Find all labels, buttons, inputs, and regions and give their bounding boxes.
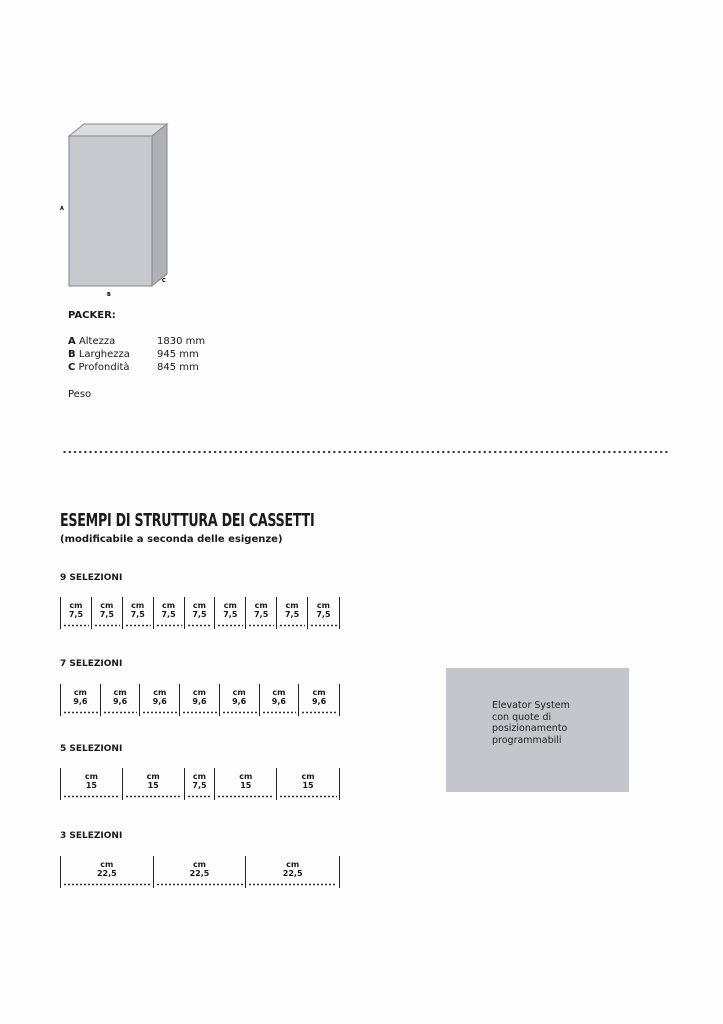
drawer-unit: cm <box>285 601 299 610</box>
spec-value: 845 mm <box>157 362 199 373</box>
drawer-unit: cm <box>192 601 206 610</box>
drawer-dotted-base <box>63 795 120 798</box>
drawer-height-value: 7,5 <box>284 610 300 619</box>
drawer-unit: cm <box>100 860 114 869</box>
drawer-cell <box>123 597 154 629</box>
drawer-height-value: 9,6 <box>112 697 128 706</box>
peso-label: Peso <box>68 389 92 400</box>
elevator-line: con quote di <box>492 711 552 723</box>
drawer-cell <box>101 684 141 716</box>
drawer-height-value: 7,5 <box>130 610 145 619</box>
drawer-cell <box>61 856 154 888</box>
drawer-cell <box>220 684 260 716</box>
drawer-unit: cm <box>254 601 268 610</box>
drawer-dotted-base <box>279 624 305 627</box>
drawer-row <box>60 856 340 888</box>
spec-label: Larghezza <box>78 349 130 360</box>
spec-row-profondita <box>68 362 199 373</box>
spec-label: Altezza <box>78 336 116 347</box>
drawer-cell <box>246 597 277 629</box>
drawer-row <box>60 768 340 800</box>
drawer-cell <box>140 684 180 716</box>
drawer-unit: cm <box>146 772 160 781</box>
drawer-unit: cm <box>192 860 207 869</box>
spec-key: A <box>68 336 76 347</box>
drawer-dotted-base <box>103 711 138 714</box>
drawer-row <box>60 597 340 629</box>
drawer-dotted-base <box>217 795 274 798</box>
drawer-cell <box>277 597 308 629</box>
drawer-height-value: 22,5 <box>189 869 210 878</box>
drawer-height-value: 15 <box>147 781 159 790</box>
drawer-unit: cm <box>69 601 83 610</box>
drawer-dotted-base <box>310 624 337 627</box>
drawer-height-value: 22,5 <box>96 869 117 878</box>
drawer-unit: cm <box>131 601 145 610</box>
drawer-height-value: 7,5 <box>316 610 331 619</box>
drawer-height-value: 7,5 <box>223 610 238 619</box>
selection-label: 5 SELEZIONI <box>60 744 123 754</box>
spec-value: 945 mm <box>157 349 199 360</box>
spec-row-altezza <box>68 336 206 347</box>
drawer-height-value: 9,6 <box>73 697 88 706</box>
drawer-dotted-base <box>279 795 337 798</box>
drawer-height-value: 9,6 <box>271 697 286 706</box>
packer-title: PACKER: <box>68 310 116 321</box>
spec-value: 1830 mm <box>157 336 206 347</box>
drawer-cell <box>123 768 185 800</box>
drawer-dotted-base <box>156 624 182 627</box>
drawer-unit: cm <box>316 601 330 610</box>
drawer-height-value: 9,6 <box>152 697 167 706</box>
drawer-dotted-base <box>187 624 213 627</box>
drawer-row <box>60 684 340 716</box>
drawer-dotted-base <box>156 883 244 886</box>
elevator-system-box <box>446 668 629 792</box>
drawer-dotted-base <box>142 711 177 714</box>
cabinet-side-face <box>152 124 167 286</box>
drawer-cell <box>260 684 300 716</box>
elevator-line: programmabili <box>492 734 562 746</box>
drawer-height-value: 7,5 <box>68 610 84 619</box>
drawer-dotted-base <box>262 711 297 714</box>
drawer-dotted-base <box>248 883 337 886</box>
drawer-cell <box>299 684 339 716</box>
drawer-dotted-base <box>248 624 274 627</box>
drawer-unit: cm <box>223 601 237 610</box>
dim-label-b: B <box>107 292 111 298</box>
drawer-unit: cm <box>192 772 206 781</box>
drawer-cell <box>92 597 123 629</box>
dim-label-c: C <box>162 278 166 284</box>
drawer-height-value: 9,6 <box>192 697 207 706</box>
elevator-system-text <box>492 700 570 746</box>
drawer-unit: cm <box>192 688 206 697</box>
drawer-cell <box>61 768 123 800</box>
drawer-unit: cm <box>113 688 127 697</box>
drawer-height-value: 9,6 <box>311 697 327 706</box>
drawer-cell <box>185 768 216 800</box>
drawer-unit: cm <box>73 688 87 697</box>
drawer-cell <box>277 768 339 800</box>
drawer-cell <box>154 597 185 629</box>
drawer-cell <box>215 597 246 629</box>
drawer-height-value: 15 <box>302 781 314 790</box>
drawer-cell <box>246 856 339 888</box>
elevator-line: Elevator System <box>492 700 570 711</box>
section-subtitle: (modificabile a seconda delle esigenze) <box>60 534 283 545</box>
drawer-height-value: 22,5 <box>282 869 303 878</box>
drawer-dotted-base <box>301 711 337 714</box>
drawer-height-value: 7,5 <box>192 781 207 790</box>
spec-label: Profondità <box>78 362 130 373</box>
drawer-unit: cm <box>84 772 98 781</box>
selection-label: 7 SELEZIONI <box>60 659 123 669</box>
drawer-unit: cm <box>162 601 176 610</box>
drawer-cell <box>154 856 247 888</box>
drawer-dotted-base <box>63 711 98 714</box>
spec-row-larghezza <box>68 349 199 360</box>
drawer-unit: cm <box>239 772 253 781</box>
selection-label: 3 SELEZIONI <box>60 831 123 841</box>
drawer-unit: cm <box>232 688 246 697</box>
drawer-cell <box>61 684 101 716</box>
drawer-height-value: 15 <box>240 781 252 790</box>
drawer-dotted-base <box>182 711 217 714</box>
dim-label-a: A <box>60 206 64 212</box>
spec-key: C <box>68 362 76 373</box>
drawer-cell <box>61 597 92 629</box>
drawer-cell <box>215 768 277 800</box>
spec-key: B <box>68 349 76 360</box>
drawer-dotted-base <box>63 883 151 886</box>
drawer-cell <box>180 684 220 716</box>
drawer-height-value: 7,5 <box>254 610 269 619</box>
selection-label: 9 SELEZIONI <box>60 573 123 583</box>
drawer-dotted-base <box>125 624 151 627</box>
drawer-dotted-base <box>222 711 257 714</box>
cabinet-top-face <box>69 124 167 136</box>
drawer-height-value: 15 <box>85 781 97 790</box>
drawer-unit: cm <box>301 772 315 781</box>
drawer-height-value: 7,5 <box>192 610 207 619</box>
drawer-dotted-base <box>217 624 243 627</box>
drawer-height-value: 7,5 <box>161 610 176 619</box>
drawer-cell <box>308 597 339 629</box>
drawer-dotted-base <box>187 795 213 798</box>
drawer-height-value: 7,5 <box>99 610 114 619</box>
dotted-separator <box>62 450 670 454</box>
drawer-unit: cm <box>286 860 300 869</box>
drawer-dotted-base <box>63 624 89 627</box>
section-title: ESEMPI DI STRUTTURA DEI CASSETTI <box>60 510 315 531</box>
drawer-cell <box>185 597 216 629</box>
drawer-height-value: 9,6 <box>232 697 247 706</box>
cabinet-front-face <box>69 136 152 286</box>
drawer-dotted-base <box>125 795 182 798</box>
packer-cabinet-illustration <box>52 118 182 303</box>
drawer-unit: cm <box>312 688 326 697</box>
drawer-unit: cm <box>272 688 286 697</box>
drawer-unit: cm <box>153 688 167 697</box>
drawer-unit: cm <box>100 601 114 610</box>
drawer-dotted-base <box>94 624 120 627</box>
elevator-line: posizionamento <box>492 723 568 734</box>
